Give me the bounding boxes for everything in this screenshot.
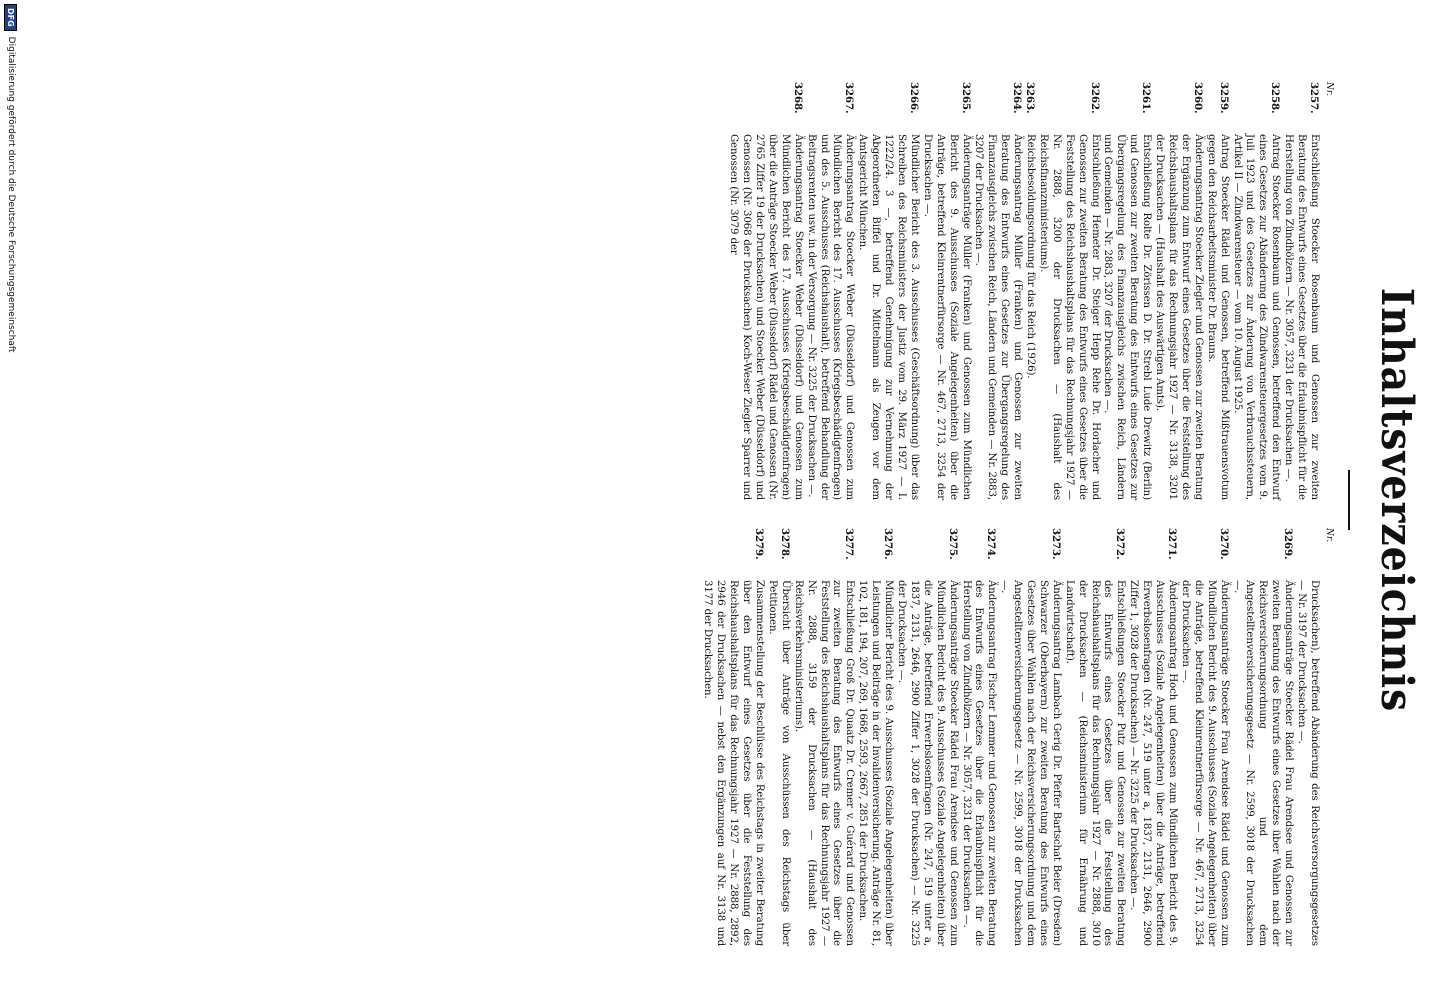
- toc-entry: [1230, 82, 1282, 500]
- toc-entry: [855, 82, 920, 500]
- entry-number: 3270.: [1217, 528, 1230, 560]
- toc-entry: [920, 82, 972, 500]
- toc-entry: [1126, 528, 1178, 946]
- toc-entry: [765, 528, 791, 946]
- toc-entry: [959, 528, 998, 946]
- footer-text: Digitalisierung gefördert durch die Deutsche Forschungsgemeinschaft: [6, 36, 16, 353]
- entry-text: Mündlicher Bericht des 3. Ausschusses (Geschäftsordnung) über das Schreiben des Reichsministers der Justiz vom 29. März 1927 — I. 1222/24. 3 —, betreffend Genehmigung zur Vernehmung der Abgeordneten Biffel und Dr. Mittelmann als Zeugen vor dem Amtsgericht München.: [857, 134, 920, 500]
- entry-text: Zusammenstellung der Beschlüsse des Reichstags in zweiter Beratung über den Entwurf eines Gesetzes über die Feststellung des Reichshaushaltsplans für das Rechnungsjahr 1927 — Nr. 2888, 2892, 2946 der Drucksachen — nebst den Ergänzungen auf Nr. 3138 und 3177 der Drucksachen.: [702, 580, 766, 946]
- toc-entry: [1023, 82, 1036, 500]
- entry-text: Mündlicher Bericht des 9. Ausschusses (Soziale Angelegenheiten) über Leistungen und Beiträge in der Invalidenversicherung. Anträge Nr. 81, 102, 181, 194, 207, 269, 1668, 2593, 2667, 2851 der Drucksachen.: [857, 580, 895, 946]
- entry-number: 3266.: [907, 82, 920, 114]
- entry-number: 3272.: [1114, 528, 1127, 560]
- entry-text: Änderungsantrag Hoch und Genossen zum Mündlichen Bericht des 9. Ausschusses (Soziale Angelegenheiten) über die Anträge, betreffend Erwerbslosenfragen (Nr. 247, 519 unter a, 1837, 2131, 2646, 2900 Ziffer 1, 3028 der Drucksachen) — Nr. 3225 der Drucksachen —.: [1128, 580, 1179, 946]
- entry-number: 3257.: [1308, 82, 1320, 114]
- entry-number: 3267.: [843, 82, 856, 114]
- entry-number: 3264.: [1011, 82, 1024, 114]
- title-divider: [1348, 470, 1350, 530]
- toc-entry: [1152, 82, 1204, 500]
- toc-entry: [997, 528, 1062, 946]
- toc-entry: [855, 528, 894, 946]
- entry-number: 3263.: [1024, 82, 1037, 114]
- entry-text: Änderungsantrag Müller (Franken) und Genossen zur zweiten Beratung des Entwurfs eines Gesetzes zur Übergangsregelung des Finanzausgleichs zwischen Reich, Ländern und Gemeinden — Nr. 2883, 3207 der Drucksachen —.: [973, 134, 1024, 500]
- entry-number: 3259.: [1217, 82, 1230, 114]
- toc-entry: [1101, 82, 1153, 500]
- toc-entry: [1062, 528, 1127, 946]
- entry-text: Entschließung Hemeter Dr. Steiger Hepp Rehe Dr. Horlacher und Genossen zur zweiten Beratung des Entwurfs eines Gesetzes über die Feststellung des Reichshaushaltsplans für das Rechnungsjahr 1927 — Nr. 2888, 3200 der Drucksachen — (Haushalt des Reichsfinanzministeriums).: [1037, 134, 1101, 500]
- toc-entry: [1230, 528, 1295, 946]
- toc-entry: [791, 528, 856, 946]
- toc-entry: [701, 528, 766, 946]
- entry-text: Entschließung Rolte Dr. Zörissen D. Dr. Strebl Lude Drewitz (Berlin) und Genossen zur zweiten Beratung des Entwurfs eines Gesetzes zur Übergangsregelung des Finanzausgleichs zwischen Reich, Ländern und Gemeinden — Nr. 2883, 3207 der Drucksachen —.: [1102, 134, 1153, 500]
- toc-entry: [1036, 82, 1101, 500]
- entry-text: Änderungsanträge Stoecker Rädel Frau Arendsee und Genossen zur zweiten Beratung des Entwurfs eines Gesetzes über Wahlen nach der Reichsversicherungsordnung und dem Angestelltenversicherungsgesetz — Nr. 2599, 3018 der Drucksachen —.: [1231, 580, 1295, 946]
- dfg-logo: DFG: [5, 4, 18, 31]
- entry-text: Übersicht über Anträge von Ausschüssen des Reichstags über Petitionen.: [766, 580, 791, 946]
- entry-text: Änderungsantrag Stoecker Ziegler und Genossen zur zweiten Beratung der Ergänzung zum Entwurf eines Gesetzes über die Feststellung des Reichshaushaltsplans für das Rechnungsjahr 1927 — Nr. 3138, 3201 der Drucksachen — (Haushalt des Auswärtigen Amts).: [1154, 134, 1204, 500]
- entry-text: Antrag Stoecker Rosenbaum und Genossen, betreffend den Entwurf eines Gesetzes zur Abänderung des Zündwarensteuergesetzes vom 9. Juli 1923 und des Gesetzes zur Änderung von Verbrauchssteuern, Artikel II — Zündwarensteuer — vom 10. August 1925.: [1231, 134, 1282, 500]
- right-column: [701, 528, 1321, 946]
- entry-text: Entschließung Stoecker Rosenbaum und Genossen zur zweiten Beratung des Entwurfs eines Gesetzes über die Erlaubnispflicht für die Herstellung von Zündhölzern — Nr. 3057, 3231 der Drucksachen —.: [1283, 134, 1320, 500]
- toc-entry: [894, 528, 959, 946]
- entry-text: Änderungsantrag Stoecker Weber (Düsseldorf) und Genossen zum Mündlichen Bericht des 17. Ausschusses (Kriegsbeschädigtenfragen) über die Anträge Stoecker Weber (Düsseldorf) Rädel und Genossen (Nr. 2765 Ziffer 19 der Drucksachen) und Stoecker Weber (Düsseldorf) und Genossen (Nr. 3068 der Drucksachen) Koch-Weser Ziegler Sparrer und Genossen (Nr. 3079 der: [728, 134, 804, 500]
- entry-number: 3277.: [843, 528, 856, 560]
- entry-text: Änderungsanträge Stoecker Rädel Frau Arendsee und Genossen zum Mündlichen Bericht des 9. Ausschusses (Soziale Angelegenheiten) über die Anträge, betreffend Erwerbslosenfragen (Nr. 247, 519 unter a, 1837, 2131, 2646, 2900 Ziffer 1, 3028 der Drucksachen) — Nr. 3225 der Drucksachen —.: [896, 580, 959, 946]
- entry-number: 3265.: [959, 82, 972, 114]
- entry-number: 3262.: [1088, 82, 1101, 114]
- entry-text: Reichsbesoldungsordnung für das Reich (1926).: [1025, 134, 1037, 379]
- digitization-footer: [0, 0, 22, 1004]
- entry-number: 3269.: [1282, 528, 1295, 560]
- entry-text: Drucksachen), betreffend Abänderung des Reichsversorgungsgesetzes — Nr. 3197 der Drucksachen —.: [1296, 580, 1320, 946]
- entry-number: 3276.: [882, 528, 895, 560]
- column-heading-left: Nr.: [1324, 82, 1334, 97]
- entry-text: Änderungsantrag Fischer Lemmer und Genossen zur zweiten Beratung des Entwurfs eines Gesetzes über die Erlaubnispflicht für die Herstellung von Zündhölzern — Nr. 3057, 3231 der Drucksachen —.: [960, 580, 998, 946]
- entry-number: 3268.: [791, 82, 804, 114]
- column-heading-right: Nr.: [1324, 528, 1334, 543]
- entry-number: 3271.: [1166, 528, 1179, 560]
- entry-number: 3273.: [1049, 528, 1062, 560]
- entry-text: Änderungsanträge Müller (Franken) und Genossen zum Mündlichen Bericht des 9. Ausschusses (Soziale Angelegenheiten) über die Anträge, betreffend Kleinrentnerfürsorge — Nr. 467, 2713, 3254 der Drucksachen —.: [921, 134, 972, 500]
- toc-entry: [804, 82, 856, 500]
- entry-number: 3261.: [1140, 82, 1153, 114]
- entry-number: 3279.: [753, 528, 766, 560]
- toc-entry: [1178, 528, 1230, 946]
- toc-entry: [1294, 528, 1320, 946]
- entry-text: Entschließungen Stoecker Putz und Genossen zur zweiten Beratung des Entwurfs eines Gesetzes über die Feststellung des Reichshaushaltsplans für das Rechnungsjahr 1927 — Nr. 2888, 3010 der Drucksachen — (Reichsministerium für Ernährung und Landwirtschaft).: [1063, 580, 1127, 946]
- toc-entry: [726, 82, 803, 500]
- entry-number: 3258.: [1269, 82, 1282, 114]
- left-column: [726, 82, 1320, 500]
- entry-text: Änderungsantrag Stoecker Weber (Düsseldorf) und Genossen zum Mündlichen Bericht des 17. Ausschusses (Kriegsbeschädigtenfragen) und des 5. Ausschusses (Reichshaushalt), betreffend Behandlung der Beitragsrenten usw. in der Versorgung — Nr. 3225 der Drucksachen —.: [805, 134, 856, 500]
- entry-text: Entschließung Groß Dr. Quaatz Dr. Cremer v. Guérard und Genossen zur zweiten Beratung des Entwurfs eines Gesetzes über die Feststellung des Reichshaushaltsplans für das Rechnungsjahr 1927 — Nr. 2888, 3159 der Drucksachen — (Haushalt des Reichsverkehrsministeriums).: [792, 580, 856, 946]
- entry-number: 3260.: [1191, 82, 1204, 114]
- toc-entry: [1281, 82, 1320, 500]
- toc-entry: [972, 82, 1024, 500]
- entry-number: 3275.: [946, 528, 959, 560]
- entry-text: Änderungsantrag Lambach Gerig Dr. Pfeffer Bartschat Beier (Dresden) Schwarzer (Oberbayern) zur zweiten Beratung des Entwurfs eines Gesetzes über Wahlen nach der Reichsversicherungsordnung und dem Angestelltenversicherungsgesetz — Nr. 2599, 3018 der Drucksachen —.: [999, 580, 1062, 946]
- entry-text: Antrag Stoecker Rädel und Genossen, betreffend Mißtrauensvotum gegen den Reichsarbeitsminister Dr. Brauns.: [1205, 134, 1230, 500]
- entry-text: Änderungsanträge Stoecker Frau Arendsee Rädel und Genossen zum Mündlichen Bericht des 9. Ausschusses (Soziale Angelegenheiten) über die Anträge, betreffend Kleinrentnerfürsorge — Nr. 467, 2713, 3254 der Drucksachen —.: [1179, 580, 1230, 946]
- entry-number: 3278.: [778, 528, 791, 560]
- entry-number: 3274.: [985, 528, 998, 560]
- toc-entry: [1204, 82, 1230, 500]
- page-title: Inhaltsverzeichnis: [1371, 287, 1422, 713]
